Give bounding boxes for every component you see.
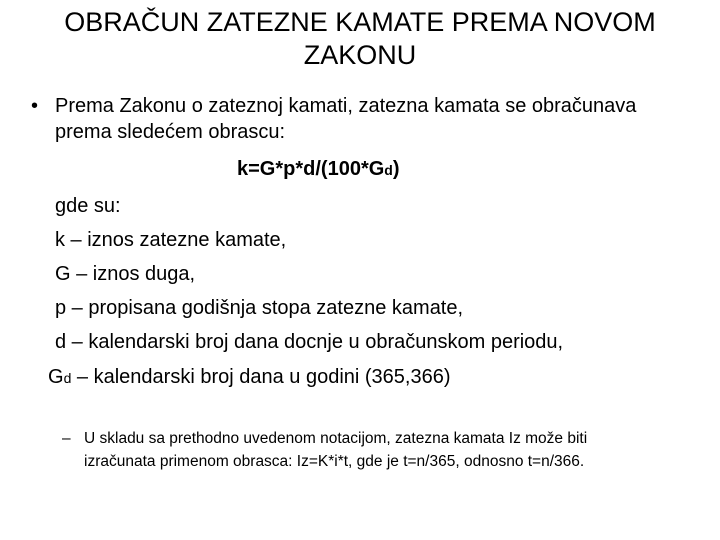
slide-title (40, 6, 680, 72)
bullet-line-2: prema sledećem obrascu: (55, 121, 286, 143)
formula-close: ) (392, 158, 400, 180)
definition-gd (48, 366, 451, 389)
bullet-marker: • (31, 95, 39, 117)
definitions-intro: gde su: (55, 195, 121, 217)
sub-bullet-line-1: U skladu sa prethodno uvedenom notacijom, zatezna kamata Iz može biti (84, 430, 588, 447)
title-line-2: ZAKONU (303, 40, 417, 70)
formula-subscript: d (384, 162, 393, 178)
definition-d: d – kalendarski broj dana docnje u obračunskom periodu, (55, 331, 564, 353)
definition-p: p – propisana godišnja stopa zatezne kamate, (55, 297, 464, 319)
definition-k: k – iznos zatezne kamate, (55, 229, 287, 251)
bullet-line-1: Prema Zakonu o zateznoj kamati, zatezna kamata se obračunava (55, 95, 637, 117)
gd-prefix: G (48, 366, 64, 388)
sub-bullet-marker: – (62, 430, 71, 447)
interest-formula (237, 158, 400, 181)
gd-text: – kalendarski broj dana u godini (365,366) (71, 366, 451, 388)
sub-bullet-line-2: izračunata primenom obrasca: Iz=K*i*t, gde je t=n/365, odnosno t=n/366. (84, 453, 585, 470)
gd-subscript: d (63, 370, 72, 386)
sub-bullet-text (84, 427, 704, 473)
title-line-1: OBRAČUN ZATEZNE KAMATE PREMA NOVOM (64, 7, 656, 37)
definition-g: G – iznos duga, (55, 263, 196, 285)
formula-main: k=G*p*d/(100*G (237, 158, 385, 180)
bullet-text (55, 93, 705, 145)
